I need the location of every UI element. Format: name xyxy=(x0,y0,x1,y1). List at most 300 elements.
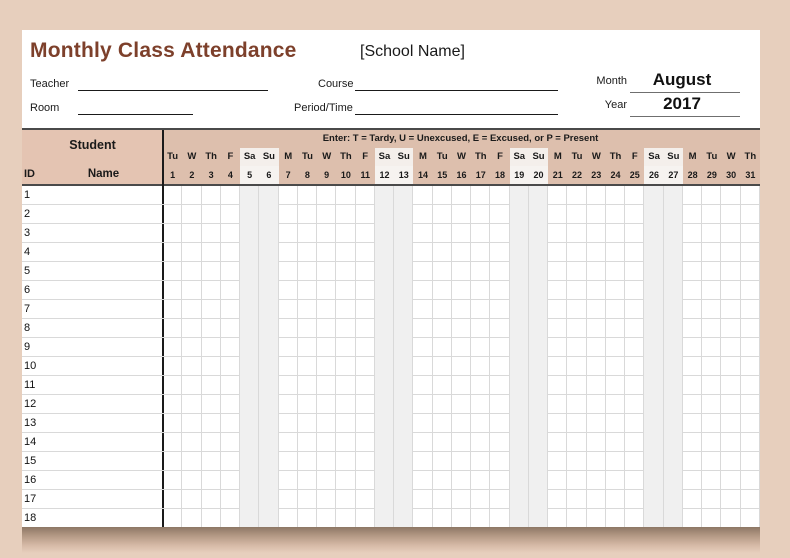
attendance-cell[interactable] xyxy=(163,281,182,300)
attendance-cell[interactable] xyxy=(375,338,394,357)
attendance-cell[interactable] xyxy=(433,414,452,433)
attendance-cell[interactable] xyxy=(279,300,298,319)
attendance-cell[interactable] xyxy=(490,262,509,281)
attendance-cell[interactable] xyxy=(240,243,259,262)
attendance-cell[interactable] xyxy=(683,509,702,527)
attendance-cell[interactable] xyxy=(606,262,625,281)
attendance-cell[interactable] xyxy=(279,224,298,243)
attendance-cell[interactable] xyxy=(567,471,586,490)
attendance-cell[interactable] xyxy=(336,509,355,527)
attendance-cell[interactable] xyxy=(182,509,201,527)
attendance-cell[interactable] xyxy=(356,509,375,527)
attendance-cell[interactable] xyxy=(413,471,432,490)
attendance-cell[interactable] xyxy=(375,395,394,414)
attendance-cell[interactable] xyxy=(221,186,240,205)
attendance-cell[interactable] xyxy=(279,319,298,338)
attendance-cell[interactable] xyxy=(471,338,490,357)
attendance-cell[interactable] xyxy=(298,205,317,224)
attendance-cell[interactable] xyxy=(317,471,336,490)
attendance-cell[interactable] xyxy=(163,243,182,262)
attendance-cell[interactable] xyxy=(606,471,625,490)
attendance-cell[interactable] xyxy=(375,509,394,527)
attendance-cell[interactable] xyxy=(548,338,567,357)
attendance-cell[interactable] xyxy=(163,319,182,338)
school-name-field[interactable]: [School Name] xyxy=(360,43,465,60)
attendance-cell[interactable] xyxy=(356,433,375,452)
attendance-cell[interactable] xyxy=(625,186,644,205)
attendance-cell[interactable] xyxy=(221,338,240,357)
attendance-cell[interactable] xyxy=(741,509,760,527)
attendance-cell[interactable] xyxy=(279,414,298,433)
attendance-cell[interactable] xyxy=(163,452,182,471)
attendance-cell[interactable] xyxy=(567,319,586,338)
attendance-cell[interactable] xyxy=(221,281,240,300)
attendance-cell[interactable] xyxy=(202,300,221,319)
attendance-cell[interactable] xyxy=(452,490,471,509)
attendance-cell[interactable] xyxy=(625,414,644,433)
attendance-cell[interactable] xyxy=(356,224,375,243)
attendance-cell[interactable] xyxy=(471,243,490,262)
attendance-cell[interactable] xyxy=(182,205,201,224)
attendance-cell[interactable] xyxy=(221,490,240,509)
attendance-cell[interactable] xyxy=(644,414,663,433)
attendance-cell[interactable] xyxy=(259,490,278,509)
attendance-cell[interactable] xyxy=(394,281,413,300)
attendance-cell[interactable] xyxy=(317,490,336,509)
attendance-cell[interactable] xyxy=(567,376,586,395)
attendance-cell[interactable] xyxy=(664,452,683,471)
attendance-cell[interactable] xyxy=(548,414,567,433)
teacher-input[interactable] xyxy=(78,90,268,91)
attendance-cell[interactable] xyxy=(375,490,394,509)
attendance-cell[interactable] xyxy=(702,338,721,357)
attendance-cell[interactable] xyxy=(240,262,259,281)
attendance-cell[interactable] xyxy=(510,452,529,471)
attendance-cell[interactable] xyxy=(471,357,490,376)
attendance-cell[interactable] xyxy=(336,338,355,357)
attendance-cell[interactable] xyxy=(433,262,452,281)
attendance-cell[interactable] xyxy=(182,376,201,395)
attendance-cell[interactable] xyxy=(394,338,413,357)
student-name-cell[interactable] xyxy=(44,340,159,355)
attendance-cell[interactable] xyxy=(606,338,625,357)
attendance-cell[interactable] xyxy=(644,433,663,452)
attendance-cell[interactable] xyxy=(587,509,606,527)
attendance-cell[interactable] xyxy=(433,490,452,509)
attendance-cell[interactable] xyxy=(490,357,509,376)
attendance-cell[interactable] xyxy=(163,490,182,509)
attendance-cell[interactable] xyxy=(721,319,740,338)
attendance-cell[interactable] xyxy=(606,452,625,471)
attendance-cell[interactable] xyxy=(259,300,278,319)
attendance-cell[interactable] xyxy=(567,262,586,281)
attendance-cell[interactable] xyxy=(529,338,548,357)
attendance-cell[interactable] xyxy=(279,357,298,376)
attendance-cell[interactable] xyxy=(664,224,683,243)
attendance-cell[interactable] xyxy=(317,262,336,281)
attendance-cell[interactable] xyxy=(240,452,259,471)
attendance-cell[interactable] xyxy=(490,509,509,527)
attendance-cell[interactable] xyxy=(548,281,567,300)
attendance-cell[interactable] xyxy=(394,395,413,414)
attendance-cell[interactable] xyxy=(644,319,663,338)
attendance-cell[interactable] xyxy=(298,376,317,395)
attendance-cell[interactable] xyxy=(394,224,413,243)
attendance-cell[interactable] xyxy=(490,186,509,205)
attendance-cell[interactable] xyxy=(664,319,683,338)
attendance-cell[interactable] xyxy=(721,357,740,376)
attendance-cell[interactable] xyxy=(721,452,740,471)
attendance-cell[interactable] xyxy=(644,490,663,509)
attendance-cell[interactable] xyxy=(548,357,567,376)
attendance-cell[interactable] xyxy=(298,300,317,319)
attendance-cell[interactable] xyxy=(567,433,586,452)
attendance-cell[interactable] xyxy=(625,319,644,338)
attendance-cell[interactable] xyxy=(721,490,740,509)
attendance-cell[interactable] xyxy=(587,205,606,224)
attendance-cell[interactable] xyxy=(664,490,683,509)
attendance-cell[interactable] xyxy=(606,433,625,452)
attendance-cell[interactable] xyxy=(529,281,548,300)
attendance-cell[interactable] xyxy=(490,433,509,452)
attendance-cell[interactable] xyxy=(221,205,240,224)
attendance-cell[interactable] xyxy=(567,357,586,376)
attendance-cell[interactable] xyxy=(548,452,567,471)
attendance-cell[interactable] xyxy=(413,357,432,376)
attendance-cell[interactable] xyxy=(413,243,432,262)
attendance-cell[interactable] xyxy=(510,395,529,414)
attendance-cell[interactable] xyxy=(356,452,375,471)
attendance-cell[interactable] xyxy=(356,319,375,338)
attendance-cell[interactable] xyxy=(298,281,317,300)
attendance-cell[interactable] xyxy=(567,338,586,357)
attendance-cell[interactable] xyxy=(452,224,471,243)
attendance-cell[interactable] xyxy=(163,414,182,433)
attendance-cell[interactable] xyxy=(567,509,586,527)
attendance-cell[interactable] xyxy=(452,243,471,262)
attendance-cell[interactable] xyxy=(336,414,355,433)
attendance-cell[interactable] xyxy=(606,224,625,243)
attendance-cell[interactable] xyxy=(721,395,740,414)
attendance-cell[interactable] xyxy=(298,395,317,414)
attendance-cell[interactable] xyxy=(741,224,760,243)
attendance-cell[interactable] xyxy=(721,262,740,281)
attendance-cell[interactable] xyxy=(741,300,760,319)
attendance-cell[interactable] xyxy=(606,376,625,395)
attendance-cell[interactable] xyxy=(394,262,413,281)
attendance-cell[interactable] xyxy=(413,452,432,471)
attendance-cell[interactable] xyxy=(664,186,683,205)
attendance-cell[interactable] xyxy=(259,205,278,224)
attendance-cell[interactable] xyxy=(298,357,317,376)
attendance-cell[interactable] xyxy=(471,490,490,509)
attendance-cell[interactable] xyxy=(298,262,317,281)
attendance-cell[interactable] xyxy=(510,490,529,509)
attendance-cell[interactable] xyxy=(182,433,201,452)
attendance-cell[interactable] xyxy=(317,205,336,224)
attendance-cell[interactable] xyxy=(298,338,317,357)
attendance-cell[interactable] xyxy=(548,186,567,205)
attendance-cell[interactable] xyxy=(298,224,317,243)
attendance-cell[interactable] xyxy=(741,433,760,452)
attendance-cell[interactable] xyxy=(510,471,529,490)
attendance-cell[interactable] xyxy=(625,224,644,243)
attendance-cell[interactable] xyxy=(741,338,760,357)
room-input[interactable] xyxy=(78,114,193,115)
attendance-cell[interactable] xyxy=(471,262,490,281)
attendance-cell[interactable] xyxy=(356,490,375,509)
attendance-cell[interactable] xyxy=(625,262,644,281)
attendance-cell[interactable] xyxy=(240,395,259,414)
attendance-cell[interactable] xyxy=(317,395,336,414)
attendance-cell[interactable] xyxy=(221,262,240,281)
attendance-cell[interactable] xyxy=(606,414,625,433)
attendance-cell[interactable] xyxy=(413,319,432,338)
attendance-cell[interactable] xyxy=(683,395,702,414)
attendance-cell[interactable] xyxy=(317,452,336,471)
attendance-cell[interactable] xyxy=(452,471,471,490)
attendance-cell[interactable] xyxy=(240,319,259,338)
attendance-cell[interactable] xyxy=(702,300,721,319)
attendance-cell[interactable] xyxy=(625,452,644,471)
attendance-cell[interactable] xyxy=(548,471,567,490)
student-name-cell[interactable] xyxy=(44,188,159,203)
attendance-cell[interactable] xyxy=(259,509,278,527)
attendance-cell[interactable] xyxy=(279,338,298,357)
attendance-cell[interactable] xyxy=(510,319,529,338)
attendance-cell[interactable] xyxy=(298,452,317,471)
attendance-cell[interactable] xyxy=(356,281,375,300)
attendance-cell[interactable] xyxy=(606,395,625,414)
attendance-cell[interactable] xyxy=(587,395,606,414)
attendance-cell[interactable] xyxy=(510,433,529,452)
attendance-cell[interactable] xyxy=(721,433,740,452)
attendance-cell[interactable] xyxy=(221,376,240,395)
attendance-cell[interactable] xyxy=(279,376,298,395)
attendance-cell[interactable] xyxy=(625,490,644,509)
attendance-cell[interactable] xyxy=(606,357,625,376)
attendance-cell[interactable] xyxy=(433,338,452,357)
attendance-cell[interactable] xyxy=(452,300,471,319)
attendance-cell[interactable] xyxy=(202,471,221,490)
attendance-cell[interactable] xyxy=(664,414,683,433)
attendance-cell[interactable] xyxy=(221,509,240,527)
attendance-cell[interactable] xyxy=(702,186,721,205)
attendance-cell[interactable] xyxy=(683,452,702,471)
attendance-cell[interactable] xyxy=(702,357,721,376)
attendance-cell[interactable] xyxy=(644,509,663,527)
attendance-cell[interactable] xyxy=(240,376,259,395)
attendance-cell[interactable] xyxy=(471,414,490,433)
attendance-cell[interactable] xyxy=(490,452,509,471)
attendance-cell[interactable] xyxy=(279,243,298,262)
attendance-cell[interactable] xyxy=(683,471,702,490)
attendance-cell[interactable] xyxy=(721,300,740,319)
attendance-cell[interactable] xyxy=(683,433,702,452)
attendance-cell[interactable] xyxy=(721,509,740,527)
attendance-cell[interactable] xyxy=(413,490,432,509)
attendance-cell[interactable] xyxy=(606,300,625,319)
attendance-cell[interactable] xyxy=(452,262,471,281)
attendance-cell[interactable] xyxy=(741,357,760,376)
attendance-cell[interactable] xyxy=(279,471,298,490)
attendance-cell[interactable] xyxy=(490,490,509,509)
attendance-cell[interactable] xyxy=(490,376,509,395)
attendance-cell[interactable] xyxy=(471,509,490,527)
attendance-cell[interactable] xyxy=(741,281,760,300)
attendance-cell[interactable] xyxy=(471,281,490,300)
attendance-cell[interactable] xyxy=(163,205,182,224)
attendance-cell[interactable] xyxy=(490,414,509,433)
attendance-cell[interactable] xyxy=(221,414,240,433)
attendance-cell[interactable] xyxy=(202,433,221,452)
attendance-cell[interactable] xyxy=(548,395,567,414)
attendance-cell[interactable] xyxy=(298,490,317,509)
attendance-cell[interactable] xyxy=(721,376,740,395)
attendance-cell[interactable] xyxy=(413,376,432,395)
attendance-cell[interactable] xyxy=(433,319,452,338)
attendance-cell[interactable] xyxy=(182,262,201,281)
attendance-cell[interactable] xyxy=(394,243,413,262)
attendance-cell[interactable] xyxy=(279,490,298,509)
attendance-cell[interactable] xyxy=(567,452,586,471)
attendance-cell[interactable] xyxy=(182,319,201,338)
attendance-cell[interactable] xyxy=(413,205,432,224)
attendance-cell[interactable] xyxy=(433,395,452,414)
attendance-cell[interactable] xyxy=(279,433,298,452)
attendance-cell[interactable] xyxy=(587,357,606,376)
student-name-cell[interactable] xyxy=(44,492,159,507)
attendance-cell[interactable] xyxy=(433,376,452,395)
attendance-cell[interactable] xyxy=(317,319,336,338)
attendance-cell[interactable] xyxy=(259,357,278,376)
attendance-cell[interactable] xyxy=(664,471,683,490)
attendance-cell[interactable] xyxy=(182,395,201,414)
attendance-cell[interactable] xyxy=(452,509,471,527)
attendance-cell[interactable] xyxy=(221,471,240,490)
attendance-cell[interactable] xyxy=(336,395,355,414)
attendance-cell[interactable] xyxy=(336,490,355,509)
attendance-cell[interactable] xyxy=(259,414,278,433)
attendance-cell[interactable] xyxy=(529,471,548,490)
attendance-cell[interactable] xyxy=(510,205,529,224)
attendance-cell[interactable] xyxy=(606,243,625,262)
attendance-cell[interactable] xyxy=(336,452,355,471)
attendance-cell[interactable] xyxy=(394,357,413,376)
attendance-cell[interactable] xyxy=(433,281,452,300)
attendance-cell[interactable] xyxy=(529,300,548,319)
attendance-cell[interactable] xyxy=(510,224,529,243)
attendance-cell[interactable] xyxy=(202,395,221,414)
attendance-cell[interactable] xyxy=(452,319,471,338)
attendance-cell[interactable] xyxy=(452,357,471,376)
student-name-cell[interactable] xyxy=(44,397,159,412)
attendance-cell[interactable] xyxy=(529,509,548,527)
attendance-cell[interactable] xyxy=(702,376,721,395)
attendance-cell[interactable] xyxy=(433,452,452,471)
attendance-cell[interactable] xyxy=(221,433,240,452)
attendance-cell[interactable] xyxy=(433,186,452,205)
attendance-cell[interactable] xyxy=(702,224,721,243)
attendance-cell[interactable] xyxy=(240,414,259,433)
attendance-cell[interactable] xyxy=(567,205,586,224)
attendance-cell[interactable] xyxy=(240,186,259,205)
attendance-cell[interactable] xyxy=(413,300,432,319)
attendance-cell[interactable] xyxy=(202,357,221,376)
attendance-cell[interactable] xyxy=(356,338,375,357)
attendance-cell[interactable] xyxy=(702,414,721,433)
period-input[interactable] xyxy=(355,114,558,115)
attendance-cell[interactable] xyxy=(336,357,355,376)
attendance-cell[interactable] xyxy=(317,433,336,452)
attendance-cell[interactable] xyxy=(433,357,452,376)
attendance-cell[interactable] xyxy=(702,395,721,414)
attendance-cell[interactable] xyxy=(163,338,182,357)
attendance-cell[interactable] xyxy=(394,300,413,319)
attendance-cell[interactable] xyxy=(221,357,240,376)
attendance-cell[interactable] xyxy=(664,338,683,357)
attendance-cell[interactable] xyxy=(490,205,509,224)
attendance-cell[interactable] xyxy=(298,243,317,262)
attendance-cell[interactable] xyxy=(336,262,355,281)
attendance-cell[interactable] xyxy=(625,471,644,490)
attendance-cell[interactable] xyxy=(548,300,567,319)
attendance-cell[interactable] xyxy=(317,509,336,527)
attendance-cell[interactable] xyxy=(394,452,413,471)
attendance-cell[interactable] xyxy=(683,262,702,281)
attendance-cell[interactable] xyxy=(587,186,606,205)
attendance-cell[interactable] xyxy=(683,414,702,433)
attendance-cell[interactable] xyxy=(664,300,683,319)
attendance-cell[interactable] xyxy=(279,205,298,224)
attendance-cell[interactable] xyxy=(240,471,259,490)
attendance-cell[interactable] xyxy=(356,186,375,205)
attendance-cell[interactable] xyxy=(317,224,336,243)
attendance-cell[interactable] xyxy=(587,490,606,509)
attendance-cell[interactable] xyxy=(721,205,740,224)
attendance-cell[interactable] xyxy=(163,471,182,490)
attendance-cell[interactable] xyxy=(548,262,567,281)
attendance-cell[interactable] xyxy=(644,395,663,414)
attendance-cell[interactable] xyxy=(375,224,394,243)
attendance-cell[interactable] xyxy=(163,262,182,281)
attendance-cell[interactable] xyxy=(741,186,760,205)
attendance-cell[interactable] xyxy=(644,357,663,376)
attendance-cell[interactable] xyxy=(702,471,721,490)
attendance-cell[interactable] xyxy=(375,205,394,224)
attendance-cell[interactable] xyxy=(433,224,452,243)
attendance-cell[interactable] xyxy=(336,186,355,205)
attendance-cell[interactable] xyxy=(664,243,683,262)
attendance-cell[interactable] xyxy=(702,262,721,281)
attendance-cell[interactable] xyxy=(510,357,529,376)
attendance-cell[interactable] xyxy=(240,224,259,243)
attendance-cell[interactable] xyxy=(606,281,625,300)
attendance-cell[interactable] xyxy=(741,205,760,224)
student-name-cell[interactable] xyxy=(44,435,159,450)
attendance-cell[interactable] xyxy=(683,243,702,262)
attendance-cell[interactable] xyxy=(336,319,355,338)
attendance-cell[interactable] xyxy=(413,224,432,243)
attendance-cell[interactable] xyxy=(259,186,278,205)
attendance-cell[interactable] xyxy=(490,224,509,243)
attendance-cell[interactable] xyxy=(202,414,221,433)
attendance-cell[interactable] xyxy=(182,243,201,262)
attendance-cell[interactable] xyxy=(471,433,490,452)
attendance-cell[interactable] xyxy=(587,281,606,300)
attendance-cell[interactable] xyxy=(606,186,625,205)
attendance-cell[interactable] xyxy=(702,490,721,509)
